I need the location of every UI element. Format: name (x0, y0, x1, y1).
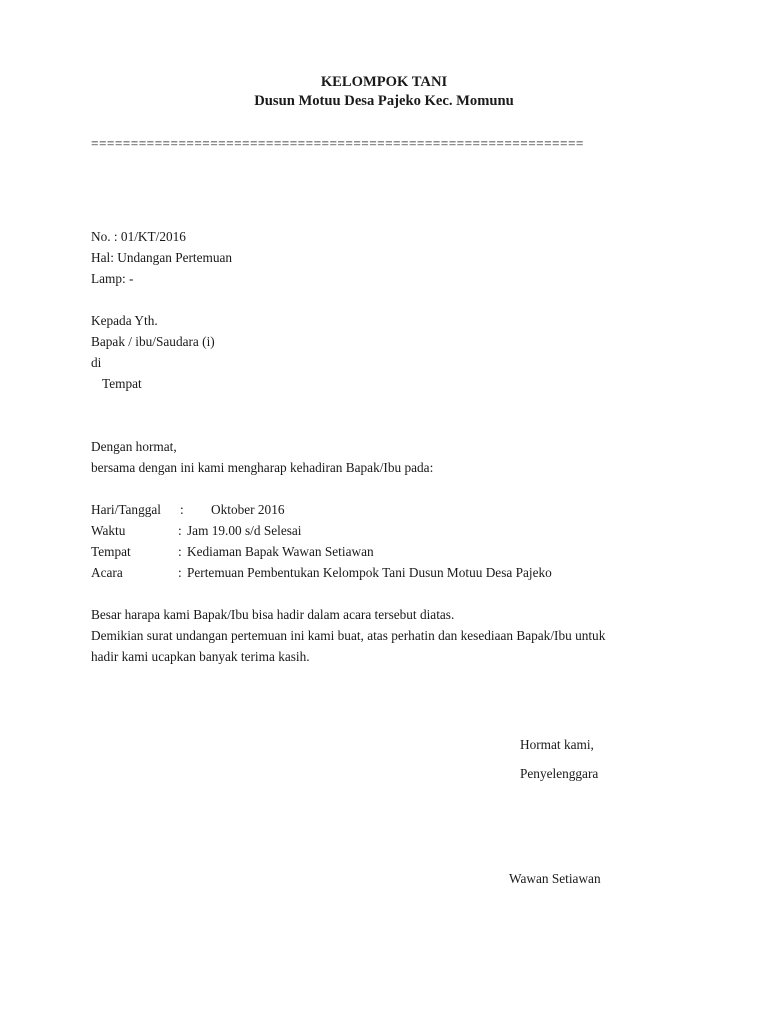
org-title: KELOMPOK TANI (320, 74, 448, 90)
letter-subject: Hal: Undangan Pertemuan (91, 250, 233, 265)
closing-paragraph-2-cont: hadir kami ucapkan banyak terima kasih. (91, 649, 310, 664)
separator-rule: ============================================================== (91, 136, 584, 151)
closing-paragraph-2: Demikian surat undangan pertemuan ini kami buat, atas perhatin dan kesediaan Bapak/Ibu untuk (91, 628, 606, 643)
signature-regards: Hormat kami, (520, 737, 594, 752)
event-label: Tempat (91, 544, 131, 559)
intro-text: bersama dengan ini kami mengharap kehadiran Bapak/Ibu pada: (91, 460, 434, 475)
event-value: Kediaman Bapak Wawan Setiawan (187, 544, 374, 559)
event-label: Waktu (91, 523, 126, 538)
letter-number: No. : 01/KT/2016 (91, 229, 186, 244)
recipient-di: di (91, 355, 102, 370)
org-address: Dusun Motuu Desa Pajeko Kec. Momunu (254, 93, 514, 109)
closing-paragraph-1: Besar harapa kami Bapak/Ibu bisa hadir dalam acara tersebut diatas. (91, 607, 455, 622)
recipient-place: Tempat (102, 376, 142, 391)
recipient-to: Kepada Yth. (91, 313, 158, 328)
signature-name: Wawan Setiawan (509, 871, 601, 886)
event-value: Jam 19.00 s/d Selesai (187, 523, 302, 538)
event-colon: : (178, 565, 182, 580)
recipient-name: Bapak / ibu/Saudara (i) (91, 334, 215, 349)
letter-attachment: Lamp: - (91, 271, 134, 286)
event-colon: : (178, 544, 182, 559)
event-colon: : (178, 523, 182, 538)
event-value: Pertemuan Pembentukan Kelompok Tani Dusun Motuu Desa Pajeko (187, 565, 552, 580)
greeting: Dengan hormat, (91, 439, 177, 454)
signature-role: Penyelenggara (520, 766, 599, 781)
event-colon: : (180, 502, 184, 517)
event-label: Hari/Tanggal (91, 502, 161, 517)
event-label: Acara (91, 565, 123, 580)
event-value: Oktober 2016 (211, 502, 285, 517)
